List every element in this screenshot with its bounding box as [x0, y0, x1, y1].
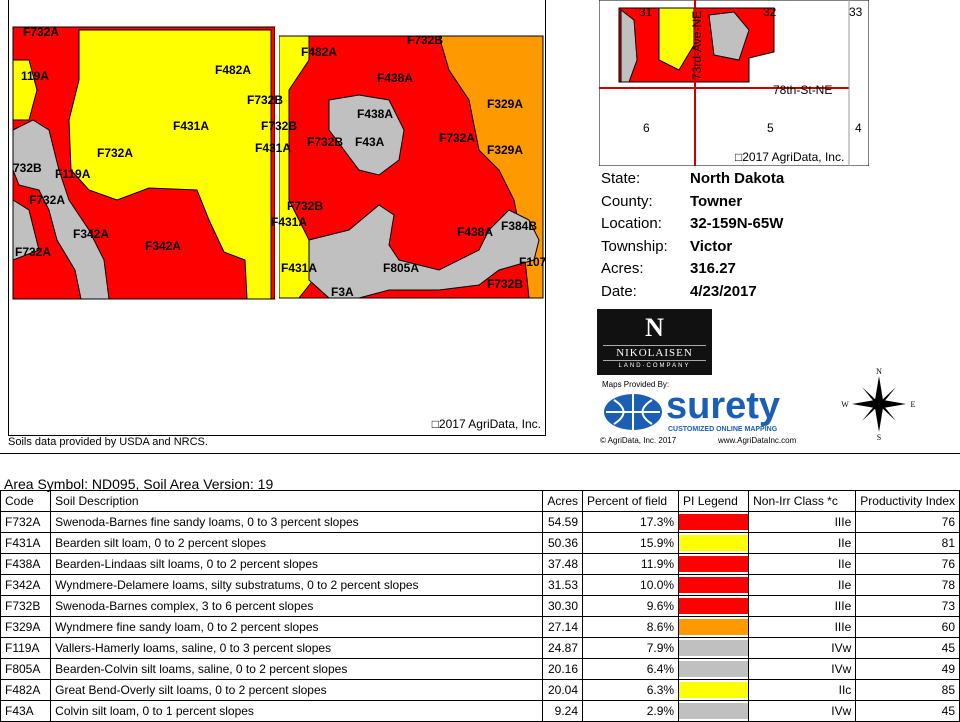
- info-row: [601, 193, 742, 210]
- col-acres: Acres: [543, 491, 583, 512]
- cell-pi: 76: [856, 512, 960, 533]
- soil-unit-label: F438A: [457, 225, 494, 239]
- soil-unit-label: F732A: [439, 131, 476, 145]
- section-number: 5: [767, 121, 774, 135]
- compass-n: N: [876, 367, 882, 376]
- table-row: [1, 701, 960, 722]
- logo-name: NIKOLAISEN: [603, 345, 706, 361]
- logo-letter: N: [645, 313, 664, 342]
- cell-percent: 17.3%: [583, 512, 679, 533]
- soil-map-frame[interactable]: [8, 0, 546, 436]
- col-productivity-index: Productivity Index: [856, 491, 960, 512]
- cell-class: IIIe: [749, 617, 856, 638]
- soils-credit: Soils data provided by USDA and NRCS.: [8, 436, 208, 448]
- soil-unit-label: F805A: [383, 261, 420, 275]
- section-number: 32: [763, 5, 777, 19]
- surety-copyright: © AgriData, Inc. 2017: [600, 436, 677, 445]
- soil-unit-label: F431A: [255, 141, 292, 155]
- col-non-irr-class: Non-Irr Class *c: [749, 491, 856, 512]
- table-row: [1, 659, 960, 680]
- cell-description: Bearden silt loam, 0 to 2 percent slopes: [51, 533, 543, 554]
- cell-percent: 11.9%: [583, 554, 679, 575]
- cell-pi: 60: [856, 617, 960, 638]
- info-label: Acres:: [601, 260, 644, 278]
- cell-class: IIe: [749, 575, 856, 596]
- soil-unit-label: F431A: [271, 215, 308, 229]
- legend-swatch: [679, 640, 748, 656]
- cell-acres: 37.48: [543, 554, 583, 575]
- soil-table: [0, 490, 960, 722]
- cell-acres: 30.30: [543, 596, 583, 617]
- cell-description: Swenoda-Barnes complex, 3 to 6 percent slopes: [51, 596, 543, 617]
- cell-class: IVw: [749, 638, 856, 659]
- info-label: County:: [601, 192, 653, 210]
- cell-code: F329A: [1, 617, 51, 638]
- legend-swatch: [679, 556, 748, 572]
- cell-percent: 7.9%: [583, 638, 679, 659]
- cell-percent: 6.4%: [583, 659, 679, 680]
- cell-pi: 76: [856, 554, 960, 575]
- cell-acres: 54.59: [543, 512, 583, 533]
- soil-unit-label: F342A: [73, 227, 110, 241]
- legend-swatch: [679, 535, 748, 551]
- soil-unit-label: F732B: [261, 119, 298, 133]
- legend-swatch: [679, 598, 748, 614]
- info-row: [601, 170, 784, 187]
- compass-e: E: [910, 400, 916, 409]
- cell-class: IIe: [749, 554, 856, 575]
- cell-code: F482A: [1, 680, 51, 701]
- cell-description: Wyndmere-Delamere loams, silty substratums, 0 to 2 percent slopes: [51, 575, 543, 596]
- cell-percent: 8.6%: [583, 617, 679, 638]
- cell-pi-legend: [679, 512, 749, 533]
- soil-table-area: [0, 453, 960, 721]
- soil-unit-label: F3A: [331, 285, 354, 299]
- soil-unit-label: F119A: [55, 167, 91, 181]
- cell-description: Colvin silt loam, 0 to 1 percent slopes: [51, 701, 543, 722]
- soil-unit-label: F384B: [501, 219, 538, 233]
- cell-description: Bearden-Lindaas silt loams, 0 to 2 percent slopes: [51, 554, 543, 575]
- col-pi-legend: PI Legend: [679, 491, 749, 512]
- cell-pi: 45: [856, 701, 960, 722]
- inset-map[interactable]: [599, 0, 869, 166]
- soil-unit-label: F438A: [357, 107, 394, 121]
- table-row: [1, 512, 960, 533]
- cell-description: Swenoda-Barnes fine sandy loams, 0 to 3 percent slopes: [51, 512, 543, 533]
- cell-pi: 73: [856, 596, 960, 617]
- section-number: 31: [639, 5, 653, 19]
- soil-unit-label: F438A: [377, 71, 414, 85]
- col-percent: Percent of field: [583, 491, 679, 512]
- table-row: [1, 554, 960, 575]
- soil-unit-label: F107: [519, 255, 547, 269]
- area-symbol: Area Symbol: ND095, Soil Area Version: 19: [4, 476, 274, 492]
- surety-brand: surety: [666, 385, 781, 427]
- cell-class: IVw: [749, 659, 856, 680]
- cell-code: F438A: [1, 554, 51, 575]
- soil-unit-label: F342A: [145, 239, 182, 253]
- section-number: 6: [643, 121, 650, 135]
- info-row: [601, 238, 732, 255]
- cell-pi-legend: [679, 533, 749, 554]
- table-row: [1, 617, 960, 638]
- info-row: [601, 215, 783, 232]
- cell-pi-legend: [679, 659, 749, 680]
- map-copyright: □2017 AgriData, Inc.: [431, 417, 541, 431]
- cell-acres: 27.14: [543, 617, 583, 638]
- cell-percent: 2.9%: [583, 701, 679, 722]
- cell-code: F732A: [1, 512, 51, 533]
- section-number: 33: [849, 5, 863, 19]
- maps-provided-by: Maps Provided By:: [602, 380, 670, 389]
- compass-rose-icon: [840, 366, 918, 442]
- cell-code: F431A: [1, 533, 51, 554]
- legend-swatch: [679, 577, 748, 593]
- legend-swatch: [679, 682, 748, 698]
- info-label: Location:: [601, 215, 662, 233]
- cell-code: F119A: [1, 638, 51, 659]
- cell-pi-legend: [679, 575, 749, 596]
- cell-pi-legend: [679, 617, 749, 638]
- surety-website: www.AgriDataInc.com: [718, 436, 797, 445]
- cell-class: IIe: [749, 533, 856, 554]
- cell-code: F805A: [1, 659, 51, 680]
- section-number: 4: [855, 121, 862, 135]
- soil-unit-label: 119A: [21, 69, 50, 83]
- info-value: 32-159N-65W: [690, 215, 784, 233]
- soil-unit-label: F482A: [301, 45, 338, 59]
- soil-unit-label: F732A: [15, 245, 52, 259]
- cell-pi-legend: [679, 701, 749, 722]
- col-soil-description: Soil Description: [51, 491, 543, 512]
- soil-unit-label: F732B: [247, 93, 284, 107]
- cell-pi: 81: [856, 533, 960, 554]
- table-header-row: [1, 491, 960, 512]
- table-row: [1, 596, 960, 617]
- soil-unit-label: F431A: [281, 261, 318, 275]
- cell-pi-legend: [679, 596, 749, 617]
- soil-unit-label: F732A: [29, 193, 66, 207]
- table-row: [1, 680, 960, 701]
- soil-unit-label: F732B: [487, 277, 524, 291]
- info-value: Towner: [690, 192, 743, 210]
- info-value: Victor: [690, 237, 733, 255]
- soil-map[interactable]: [9, 0, 546, 436]
- table-row: [1, 638, 960, 659]
- soil-unit-label: F732B: [307, 135, 344, 149]
- cell-class: IIIe: [749, 512, 856, 533]
- globe-icon: [602, 392, 664, 432]
- col-code: Code: [1, 491, 51, 512]
- cell-percent: 6.3%: [583, 680, 679, 701]
- nikolaisen-logo: [597, 309, 712, 375]
- info-label: Township:: [601, 237, 668, 255]
- cell-description: Great Bend-Overly silt loams, 0 to 2 percent slopes: [51, 680, 543, 701]
- soil-unit-label: F329A: [487, 97, 524, 111]
- inset-copyright: □2017 AgriData, Inc.: [735, 150, 845, 164]
- legend-swatch: [679, 514, 748, 530]
- cell-pi: 78: [856, 575, 960, 596]
- cell-acres: 31.53: [543, 575, 583, 596]
- cell-pi: 49: [856, 659, 960, 680]
- surety-tagline: CUSTOMIZED ONLINE MAPPING: [668, 426, 778, 433]
- info-label: Date:: [601, 283, 637, 300]
- surety-logo: [600, 380, 825, 448]
- cell-pi-legend: [679, 638, 749, 659]
- cell-pi: 45: [856, 638, 960, 659]
- cell-class: IVw: [749, 701, 856, 722]
- soil-unit-label: F732B: [287, 199, 324, 213]
- cell-percent: 9.6%: [583, 596, 679, 617]
- cell-pi: 85: [856, 680, 960, 701]
- cell-acres: 20.04: [543, 680, 583, 701]
- compass-s: S: [876, 433, 882, 442]
- road-label-horizontal: 78th-St-NE: [773, 83, 833, 97]
- cell-acres: 50.36: [543, 533, 583, 554]
- compass-w: W: [841, 400, 849, 409]
- cell-acres: 20.16: [543, 659, 583, 680]
- cell-class: IIc: [749, 680, 856, 701]
- soil-unit-label: F732A: [97, 146, 134, 160]
- soil-unit-label: F431A: [173, 119, 210, 133]
- soil-unit-label: F732B: [407, 33, 444, 47]
- soil-unit-label: F732A: [23, 25, 60, 39]
- soil-unit-label: F43A: [355, 135, 385, 149]
- table-row: [1, 533, 960, 554]
- inset-map-frame[interactable]: [599, 0, 869, 166]
- cell-code: F342A: [1, 575, 51, 596]
- cell-code: F732B: [1, 596, 51, 617]
- info-value: 316.27: [690, 260, 736, 278]
- cell-percent: 10.0%: [583, 575, 679, 596]
- soil-unit-label: F482A: [215, 63, 252, 77]
- cell-description: Wyndmere fine sandy loam, 0 to 2 percent slopes: [51, 617, 543, 638]
- road-label-vertical: 73rd-Ave-NE: [690, 10, 704, 80]
- info-value: 4/23/2017: [690, 283, 757, 300]
- cell-percent: 15.9%: [583, 533, 679, 554]
- cell-acres: 9.24: [543, 701, 583, 722]
- legend-swatch: [679, 703, 748, 719]
- info-row: [601, 260, 736, 277]
- table-row: [1, 575, 960, 596]
- soil-unit-label: F329A: [487, 143, 524, 157]
- cell-code: F43A: [1, 701, 51, 722]
- cell-pi-legend: [679, 554, 749, 575]
- logo-sub: LAND·COMPANY: [618, 363, 691, 369]
- info-value: North Dakota: [690, 170, 785, 187]
- cell-pi-legend: [679, 680, 749, 701]
- cell-class: IIIe: [749, 596, 856, 617]
- soil-unit-label: 732B: [13, 161, 42, 175]
- cell-description: Vallers-Hamerly loams, saline, 0 to 3 percent slopes: [51, 638, 543, 659]
- cell-acres: 24.87: [543, 638, 583, 659]
- section-line: [275, 27, 279, 299]
- info-row: [601, 283, 757, 300]
- info-label: State:: [601, 170, 641, 187]
- legend-swatch: [679, 661, 748, 677]
- cell-description: Bearden-Colvin silt loams, saline, 0 to 2 percent slopes: [51, 659, 543, 680]
- legend-swatch: [679, 619, 748, 635]
